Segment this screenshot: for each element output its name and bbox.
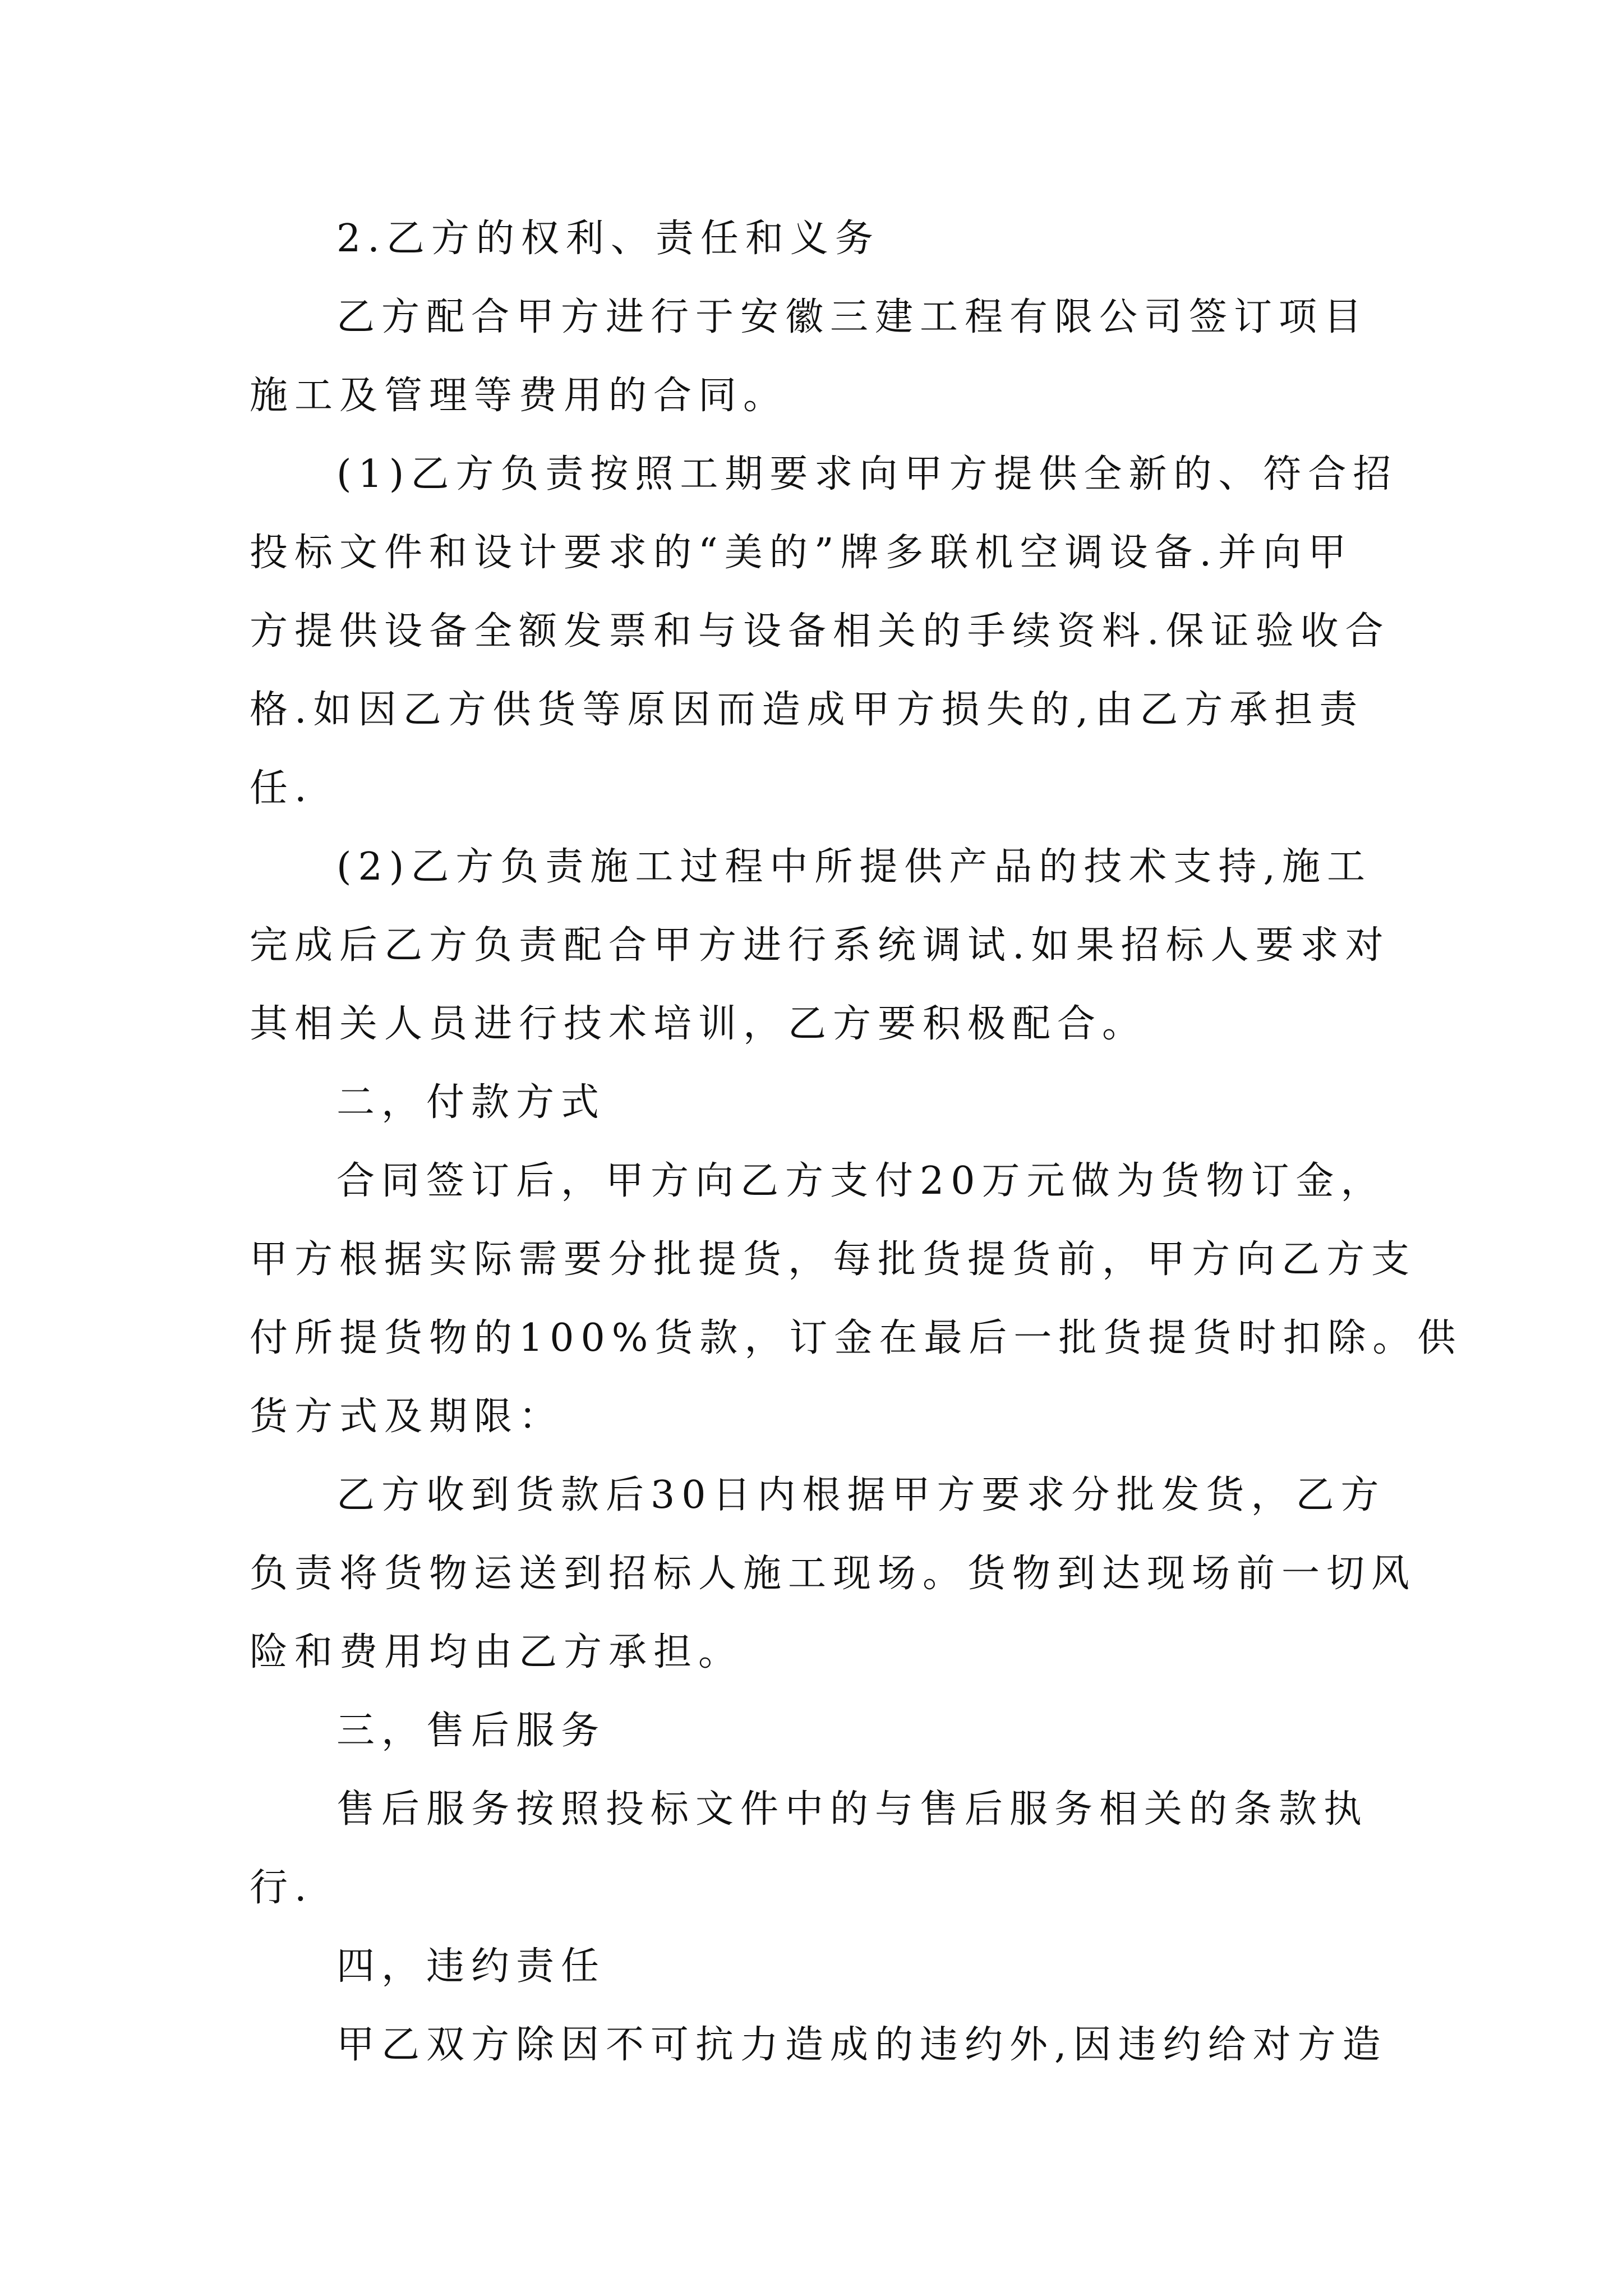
paragraph-line: 货方式及期限： <box>250 1395 564 1439</box>
paragraph-line: 合同签订后，甲方向乙方支付20万元做为货物订金， <box>336 1159 1386 1203</box>
paragraph-line: 乙方收到货款后30日内根据甲方要求分批发货，乙方 <box>336 1473 1386 1517</box>
paragraph-line: 其相关人员进行技术培训，乙方要积极配合。 <box>250 1002 1147 1046</box>
paragraph-line: (2)乙方负责施工过程中所提供产品的技术支持,施工 <box>336 845 1372 889</box>
paragraph-line: 完成后乙方负责配合甲方进行系统调试.如果招标人要求对 <box>250 923 1390 968</box>
paragraph-line: (1)乙方负责按照工期要求向甲方提供全新的、符合招 <box>336 452 1398 496</box>
paragraph-line: 行. <box>250 1866 313 1910</box>
section-heading-after-sales: 三，售后服务 <box>336 1709 606 1753</box>
paragraph-line: 售后服务按照投标文件中的与售后服务相关的条款执 <box>336 1787 1369 1832</box>
paragraph-line: 任. <box>250 766 313 811</box>
section-heading-breach: 四，违约责任 <box>336 1944 606 1989</box>
paragraph-line: 付所提货物的100%货款，订金在最后一批货提货时扣除。供 <box>250 1316 1463 1360</box>
section-heading-party-b-rights: 2.乙方的权利、责任和义务 <box>336 217 880 261</box>
paragraph-line: 投标文件和设计要求的“美的”牌多联机空调设备.并向甲 <box>250 531 1353 575</box>
paragraph-line: 施工及管理等费用的合同。 <box>250 374 789 418</box>
paragraph-line: 乙方配合甲方进行于安徽三建工程有限公司签订项目 <box>336 295 1369 339</box>
section-heading-payment: 二，付款方式 <box>336 1080 606 1125</box>
paragraph-line: 格.如因乙方供货等原因而造成甲方损失的,由乙方承担责 <box>250 688 1364 732</box>
paragraph-line: 方提供设备全额发票和与设备相关的手续资料.保证验收合 <box>250 609 1390 654</box>
paragraph-line: 甲方根据实际需要分批提货，每批货提货前，甲方向乙方支 <box>250 1237 1417 1282</box>
paragraph-line: 甲乙双方除因不可抗力造成的违约外,因违约给对方造 <box>336 2023 1387 2067</box>
paragraph-line: 险和费用均由乙方承担。 <box>250 1630 744 1674</box>
paragraph-line: 负责将货物运送到招标人施工现场。货物到达现场前一切风 <box>250 1552 1417 1596</box>
